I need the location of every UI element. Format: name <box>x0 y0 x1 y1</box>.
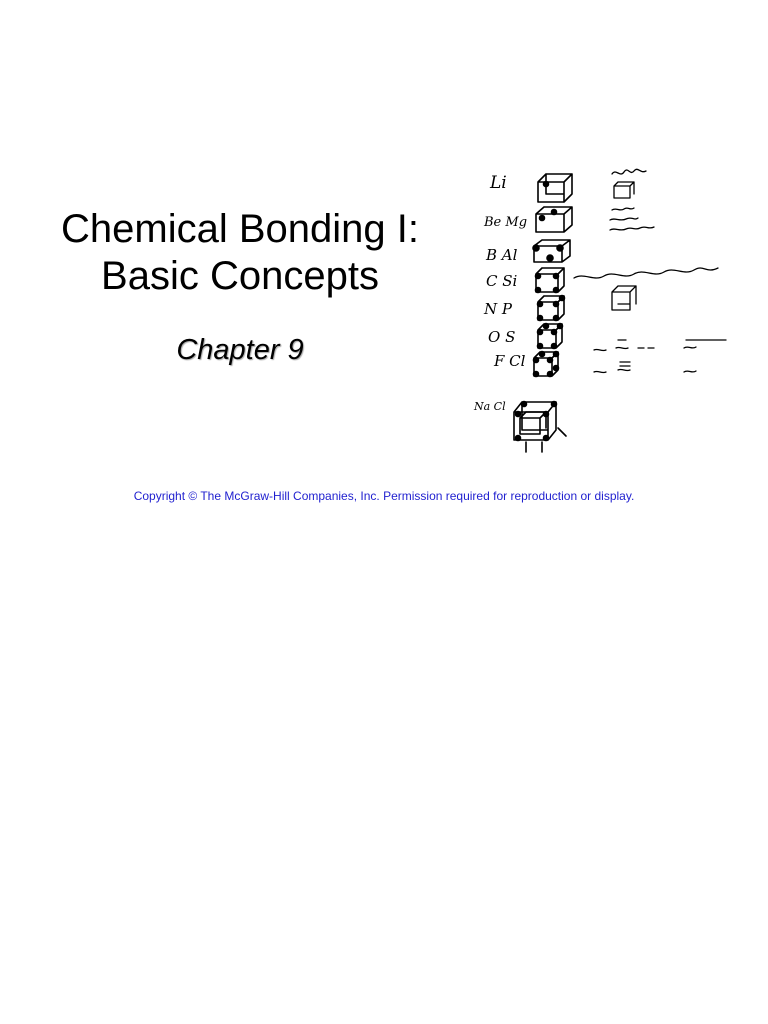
copyright-notice: Copyright © The McGraw-Hill Companies, Inc. Permission required for reproduction or display. <box>133 489 635 503</box>
title-line-2: Basic Concepts <box>101 254 379 298</box>
sketch-label-be-mg: Be Mg <box>484 215 528 230</box>
sketch-label-na-cl: Na Cl <box>474 400 506 413</box>
cube-sketch-3 <box>533 240 570 262</box>
cube-sketch-1 <box>538 174 572 202</box>
cube-sketch-2 <box>536 207 572 232</box>
sketch-label-li: Li <box>490 173 507 193</box>
handwritten-notes <box>574 169 726 372</box>
sketch-label-n-p: N P <box>484 300 512 318</box>
slide-title <box>20 206 460 300</box>
nacl-cube-sketch <box>514 402 566 453</box>
sketch-label-c-si: C Si <box>486 272 518 290</box>
sketch-label-f-cl: F Cl <box>494 352 526 370</box>
cube-sketch-7 <box>534 352 559 377</box>
lewis-cubic-atom-sketch-icon <box>462 162 752 458</box>
title-line-1: Chemical Bonding I: <box>61 207 419 251</box>
sketch-label-b-al: B Al <box>486 246 518 264</box>
sketch-label-o-s: O S <box>488 328 516 346</box>
cube-sketch-6 <box>538 324 563 349</box>
cube-sketch-5 <box>538 296 565 321</box>
cube-sketch-4 <box>536 268 565 293</box>
slide-subtitle: Chapter 9 <box>176 334 304 366</box>
